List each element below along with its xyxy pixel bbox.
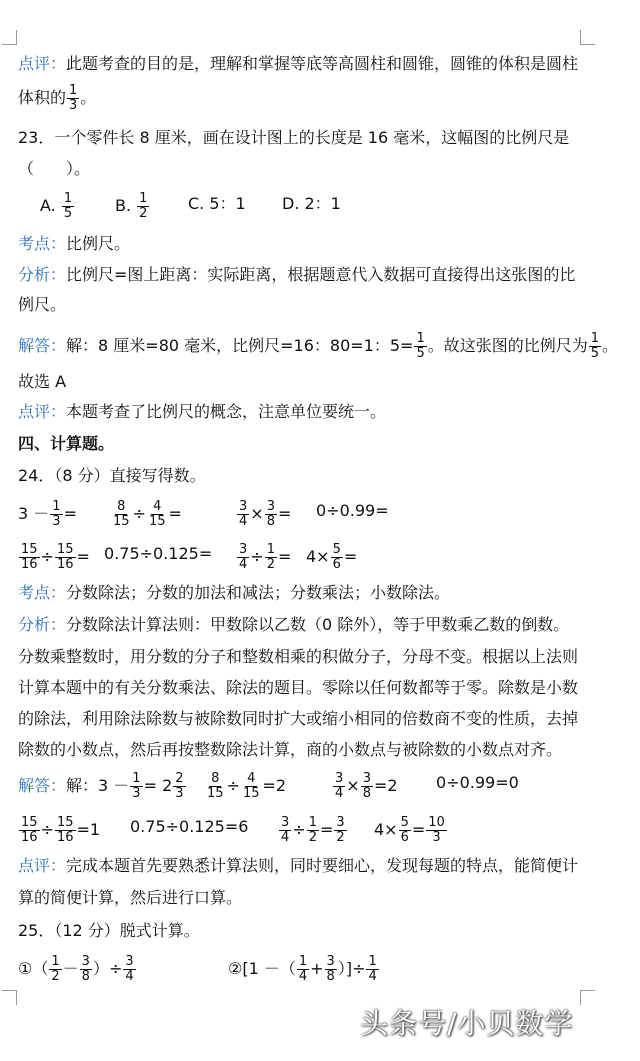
answer-text: 。 <box>602 336 619 355</box>
answer-4: 0÷0.99=0 <box>436 773 519 792</box>
answer-5: $\frac{15}{16}$ ÷ $\frac{15}{16}$ =1 <box>21 815 101 845</box>
comment-line-2 <box>18 84 96 113</box>
watermark: 头条号/小贝数学 <box>360 1007 574 1040</box>
comment-text: 体积的 <box>18 88 67 107</box>
label-answer: 解答： <box>18 336 67 355</box>
answer <box>18 332 618 361</box>
analysis-text: 分数除法计算法则：甲数除以乙数（0 除外），等于甲数乘乙数的倒数。 <box>66 615 570 634</box>
answer-3: $\frac{3}{4}$ × $\frac{3}{8}$ =2 <box>335 771 398 801</box>
answer-line: 解答：解：3 － $\frac{1}{3}$ = 2 $\frac{2}{3}$ <box>18 771 184 801</box>
exercise-5: $\frac{15}{16}$ ÷ $\frac{15}{16}$ = <box>21 542 90 572</box>
knowledge-text: 分数除法；分数的加法和减法；分数乘法；小数除法。 <box>66 583 451 602</box>
analysis-cont: 的除法，利用除法除数与被除数同时扩大或缩小相同的倍数商不变的性质，去掉 <box>18 709 579 728</box>
label-analysis: 分析： <box>18 265 67 284</box>
answer-2: $\frac{8}{15}$ ÷ $\frac{4}{15}$ =2 <box>207 771 287 801</box>
fraction: $\frac{1}{5}$ <box>590 331 600 361</box>
question-24: 24．（8 分）直接写得数。 <box>18 466 206 485</box>
option-a: A. $\frac{1}{5}$ <box>40 191 73 221</box>
exercise-8: 4× $\frac{5}{6}$ = <box>306 542 358 572</box>
page-corner-mark <box>580 30 595 45</box>
exercise-4: 0÷0.99= <box>316 501 389 520</box>
answer-7: $\frac{3}{4}$ ÷ $\frac{1}{2}$ = $\frac{3}{2}$ <box>281 815 345 845</box>
label-knowledge: 考点： <box>18 583 67 602</box>
exercise-6: 0.75÷0.125= <box>104 544 213 563</box>
fraction: $\frac{1}{3}$ <box>69 83 78 113</box>
comment-text: 本题考查了比例尺的概念，注意单位要统一。 <box>66 402 387 421</box>
analysis <box>18 264 575 286</box>
question-25: 25．（12 分）脱式计算。 <box>18 921 200 940</box>
analysis-cont: 计算本题中的有关分数乘法、除法的题目。零除以任何数都等于零。除数是小数 <box>18 678 579 697</box>
answer-8: 4× $\frac{5}{6}$ = $\frac{10}{3}$ <box>374 815 445 845</box>
label-knowledge: 考点： <box>18 234 67 253</box>
period: 。 <box>80 88 97 107</box>
question-25-item-2: ②[1 －（ $\frac{1}{4}$ + $\frac{3}{8}$ ）]÷ $\frac{1}{4}$ <box>228 954 377 984</box>
answer-text: 。故这张图的比例尺为 <box>427 336 588 355</box>
comment <box>18 855 578 877</box>
label-answer: 解答： <box>18 776 67 795</box>
analysis-text: 例尺。 <box>18 295 67 314</box>
question-text: 23．一个零件长 8 厘米，画在设计图上的长度是 16 毫米，这幅图的比例尺是 <box>18 128 570 147</box>
page-corner-mark <box>2 990 17 1005</box>
choose-answer: 故选 A <box>18 372 67 391</box>
fraction: $\frac{1}{2}$ <box>139 191 148 221</box>
comment-text: 此题考查的目的是，理解和掌握等底等高圆柱和圆锥，圆锥的体积是圆柱 <box>66 54 579 73</box>
analysis <box>18 614 569 636</box>
exercise-3: $\frac{3}{4}$ × $\frac{3}{8}$ = <box>239 499 292 529</box>
label-comment: 点评： <box>18 54 67 73</box>
label-comment: 点评： <box>18 856 67 875</box>
label-comment: 点评： <box>18 402 67 421</box>
fraction: $\frac{1}{5}$ <box>63 191 73 221</box>
comment <box>18 401 386 423</box>
question-text: （ ）。 <box>18 159 91 178</box>
option-c: C. 5：1 <box>188 194 246 213</box>
page-corner-mark <box>2 30 17 45</box>
question-23-blank <box>18 158 90 180</box>
fraction: $\frac{1}{5}$ <box>416 331 425 361</box>
label-analysis: 分析： <box>18 615 67 634</box>
analysis-text: 比例尺=图上距离：实际距离，根据题意代入数据可直接得出这张图的比 <box>66 265 576 284</box>
comment-line <box>18 53 578 75</box>
option-b: B. $\frac{1}{2}$ <box>115 191 148 221</box>
answer-6: 0.75÷0.125=6 <box>130 817 249 836</box>
comment-cont: 算的简便计算，然后进行口算。 <box>18 888 243 907</box>
analysis-cont <box>18 294 66 316</box>
option-d: D. 2：1 <box>282 194 341 213</box>
comment-text: 完成本题首先要熟悉计算法则，同时要细心，发现每题的特点，能简便计 <box>66 856 579 875</box>
exercise-7: $\frac{3}{4}$ ÷ $\frac{1}{2}$ = <box>239 542 292 572</box>
knowledge-point <box>18 582 450 604</box>
section-heading: 四、计算题。 <box>18 434 115 453</box>
exercise-2: $\frac{8}{15}$ ÷ $\frac{4}{15}$ = <box>113 499 182 529</box>
question-25-item-1: ①（ $\frac{1}{2}$ － $\frac{3}{8}$ ）÷ $\frac{3}{4}$ <box>18 954 134 984</box>
analysis-cont: 除数的小数点，然后再按整数除法计算，商的小数点与被除数的小数点对齐。 <box>18 740 563 759</box>
knowledge-point <box>18 233 130 255</box>
question-23 <box>18 127 569 149</box>
knowledge-text: 比例尺。 <box>66 234 131 253</box>
analysis-cont: 分数乘整数时，用分数的分子和整数相乘的积做分子，分母不变。根据以上法则 <box>18 647 579 666</box>
answer-text: 解：8 厘米=80 毫米，比例尺=16：80=1：5= <box>66 336 414 355</box>
exercise-1: 3 － $\frac{1}{3}$ = <box>18 499 77 529</box>
page-corner-mark <box>580 990 595 1005</box>
